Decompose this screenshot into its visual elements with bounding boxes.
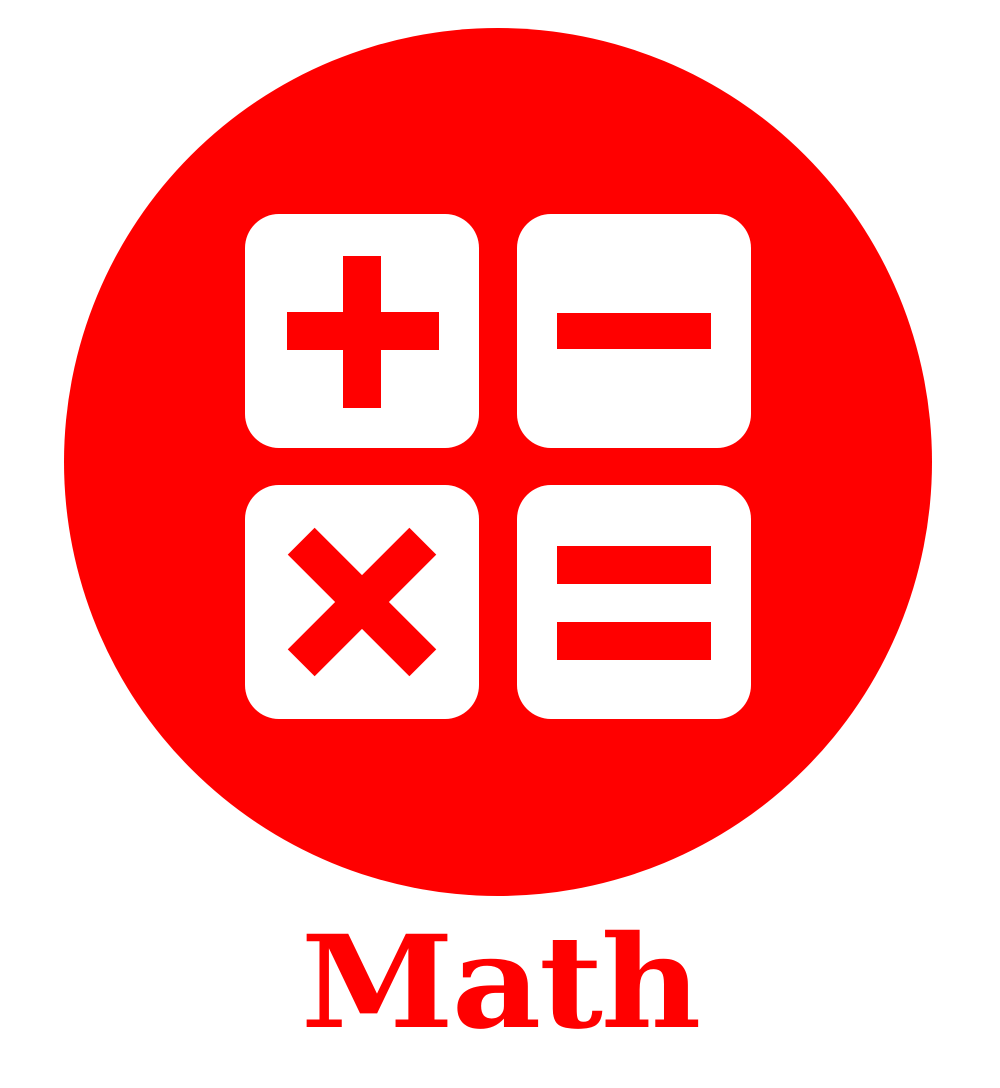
equals-icon-top-bar [557, 546, 711, 584]
multiply-icon [245, 485, 479, 719]
plus-icon-vertical-bar [343, 256, 381, 408]
logo-circle [64, 28, 932, 896]
minus-icon [517, 214, 751, 448]
logo-caption: Math [300, 908, 700, 1058]
equals-icon [517, 485, 751, 719]
minus-icon-bar [557, 313, 711, 349]
equals-icon-bottom-bar [557, 622, 711, 660]
plus-icon [245, 214, 479, 448]
